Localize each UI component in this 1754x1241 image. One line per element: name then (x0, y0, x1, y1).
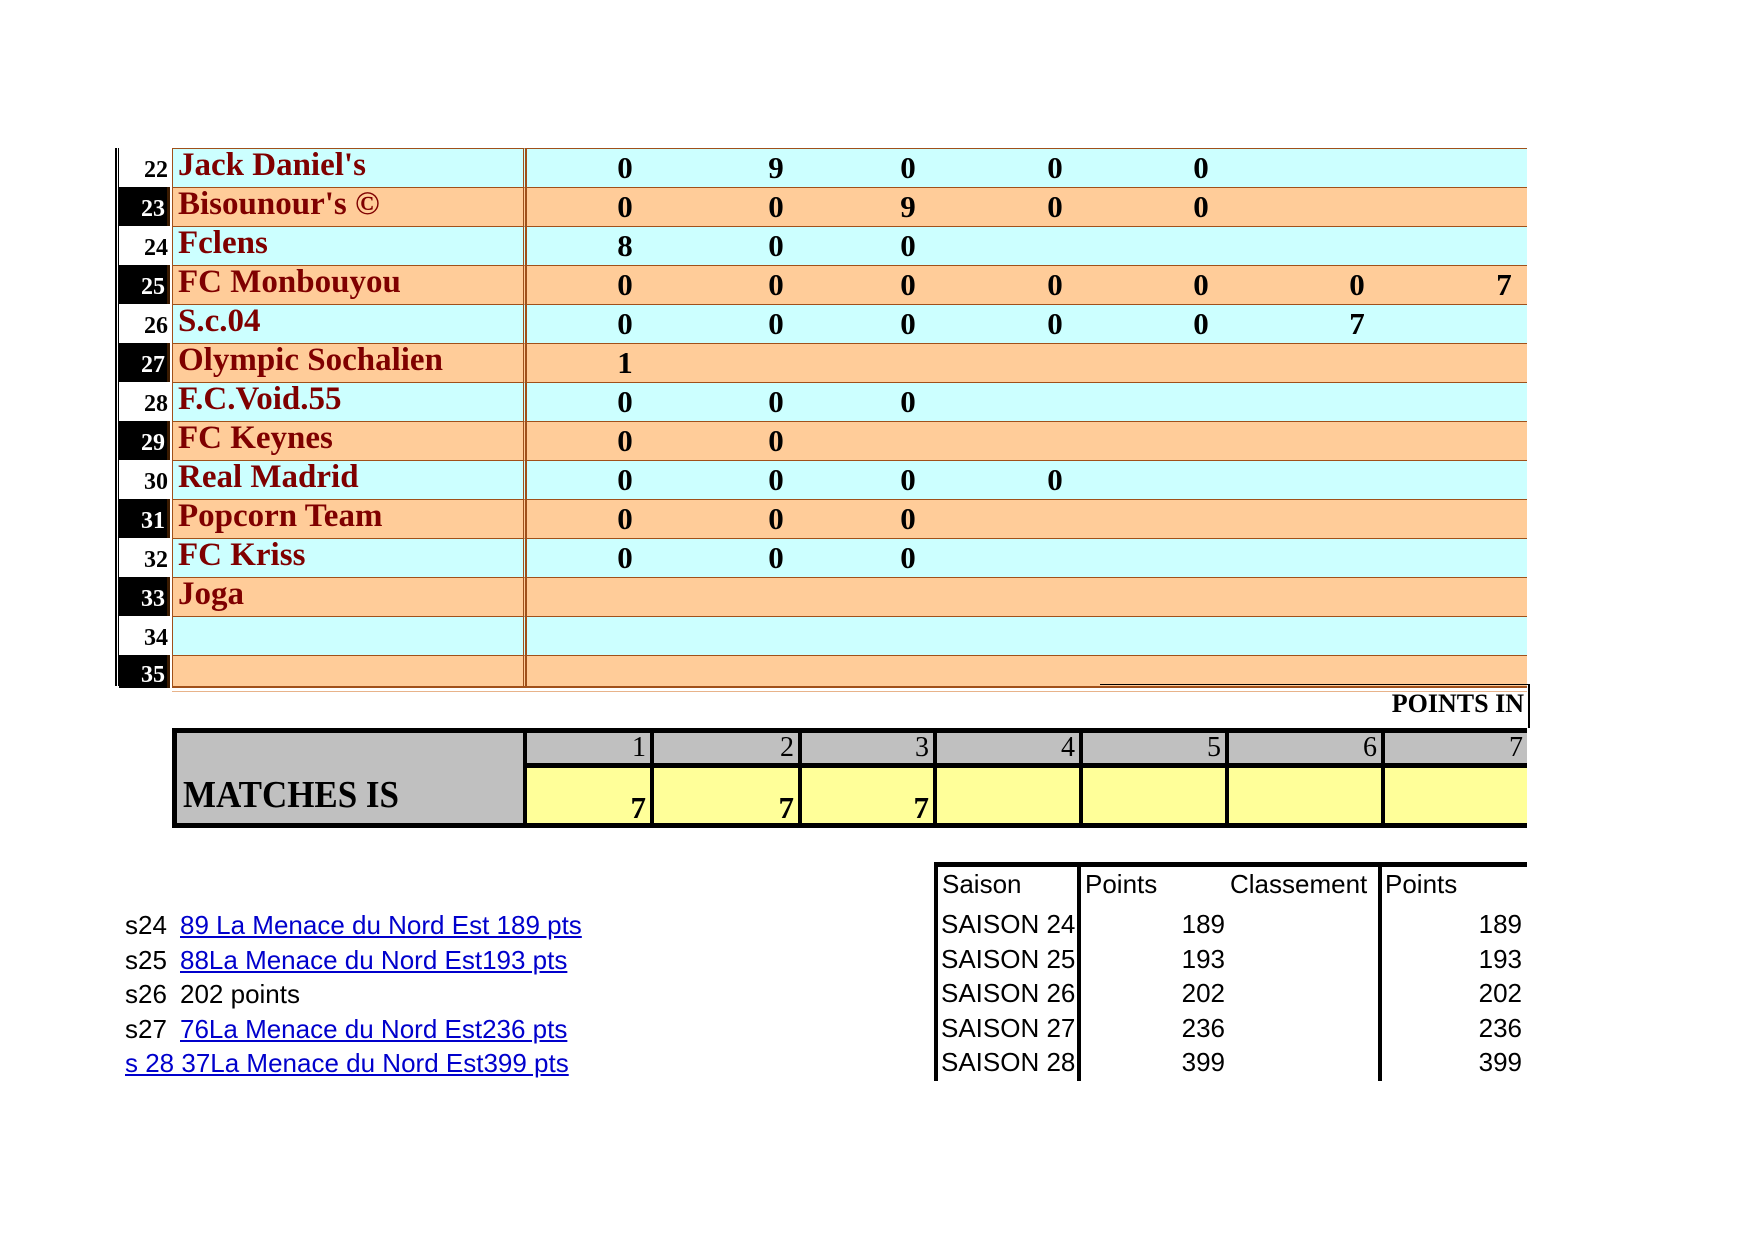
score-cell[interactable]: 0 (768, 228, 784, 263)
rank-cell: 30 (119, 460, 170, 499)
match-column-5 (1079, 733, 1225, 823)
score-cell[interactable]: 0 (900, 501, 916, 536)
score-cell[interactable]: 0 (1193, 306, 1209, 341)
table-row (115, 226, 1527, 265)
season-line-s25 (125, 943, 567, 977)
score-cells (526, 577, 1527, 616)
saison-points-2: 399 (1478, 1047, 1522, 1077)
score-cell[interactable]: 1 (617, 345, 633, 380)
score-cells (526, 382, 1527, 421)
score-cell[interactable]: 0 (900, 267, 916, 302)
match-column-4 (933, 733, 1079, 823)
table-row (934, 1045, 1527, 1079)
table-row (115, 499, 1527, 538)
season-link[interactable]: 89 La Menace du Nord Est 189 pts (180, 910, 582, 940)
rank-cell: 22 (119, 148, 170, 187)
score-cell[interactable]: 0 (900, 228, 916, 263)
score-cell[interactable]: 0 (1047, 189, 1063, 224)
match-number: 1 (527, 733, 650, 768)
score-cell[interactable]: 0 (900, 462, 916, 497)
table-row (115, 616, 1527, 655)
score-cell[interactable]: 0 (617, 150, 633, 185)
saison-name: SAISON 27 (941, 1013, 1076, 1043)
table-row (115, 187, 1527, 226)
points-in-header (1100, 684, 1530, 728)
rank-cell: 33 (119, 577, 170, 616)
match-column-1 (523, 733, 650, 823)
season-line-s26 (125, 977, 300, 1011)
match-column-7 (1381, 733, 1527, 823)
rank-cell: 31 (119, 499, 170, 538)
table-row (115, 421, 1527, 460)
score-cell[interactable]: 0 (768, 462, 784, 497)
score-cell[interactable]: 0 (617, 540, 633, 575)
rank-cell: 25 (119, 265, 170, 304)
saison-name: SAISON 24 (941, 909, 1076, 939)
saison-name: SAISON 28 (941, 1047, 1076, 1077)
matches-grid (172, 728, 1527, 828)
header-saison: Saison (942, 869, 1022, 899)
team-name-cell[interactable]: Bisounour's © (172, 187, 526, 226)
table-row (115, 148, 1527, 187)
saison-points: 202 (1181, 978, 1225, 1008)
score-cell[interactable]: 0 (617, 189, 633, 224)
match-number: 3 (802, 733, 933, 768)
score-cell[interactable]: 0 (900, 150, 916, 185)
team-name-cell[interactable]: Fclens (172, 226, 526, 265)
saison-points-2: 189 (1478, 909, 1522, 939)
season-line-s27 (125, 1012, 567, 1046)
score-cell[interactable]: 0 (1193, 267, 1209, 302)
score-cell[interactable]: 0 (768, 540, 784, 575)
score-cell[interactable]: 7 (1496, 267, 1512, 302)
match-value[interactable] (1229, 768, 1381, 823)
saison-name: SAISON 25 (941, 944, 1076, 974)
match-value[interactable]: 7 (654, 768, 798, 823)
match-value[interactable] (1385, 768, 1527, 823)
season-code: s24 (125, 910, 167, 940)
team-name-cell[interactable]: Joga (172, 577, 526, 616)
team-name-cell[interactable]: FC Keynes (172, 421, 526, 460)
saison-name: SAISON 26 (941, 978, 1076, 1008)
score-cell[interactable]: 0 (617, 423, 633, 458)
score-cells (526, 616, 1527, 655)
table-row (115, 577, 1527, 616)
score-cell[interactable]: 0 (1047, 462, 1063, 497)
score-cell[interactable]: 0 (900, 306, 916, 341)
match-value[interactable] (1083, 768, 1225, 823)
table-row (115, 460, 1527, 499)
team-name-cell[interactable]: Popcorn Team (172, 499, 526, 538)
rank-cell: 28 (119, 382, 170, 421)
match-number: 2 (654, 733, 798, 768)
score-cells (526, 304, 1527, 343)
score-cell[interactable]: 0 (1047, 267, 1063, 302)
rank-cell: 35 (119, 655, 170, 688)
score-cell[interactable]: 0 (1047, 306, 1063, 341)
match-value[interactable]: 7 (802, 768, 933, 823)
rank-cell: 29 (119, 421, 170, 460)
season-code: s26 (125, 979, 167, 1009)
saison-points: 193 (1181, 944, 1225, 974)
score-cell[interactable]: 0 (900, 384, 916, 419)
score-cell[interactable]: 9 (900, 189, 916, 224)
rank-cell: 26 (119, 304, 170, 343)
matches-label: MATCHES IS (183, 774, 399, 816)
season-line-s28 (125, 1046, 569, 1080)
team-name-cell[interactable]: Real Madrid (172, 460, 526, 499)
points-in-label: POINTS IN (1391, 689, 1524, 718)
header-classement: Classement (1230, 869, 1368, 899)
saison-points: 236 (1181, 1013, 1225, 1043)
team-name-cell[interactable]: FC Monbouyou (172, 265, 526, 304)
score-cells (526, 226, 1527, 265)
score-cells (526, 421, 1527, 460)
score-cell[interactable]: 9 (768, 150, 784, 185)
match-number: 7 (1385, 733, 1527, 768)
team-name-cell[interactable]: F.C.Void.55 (172, 382, 526, 421)
rank-cell: 32 (119, 538, 170, 577)
season-link[interactable]: s 28 37La Menace du Nord Est399 pts (125, 1048, 569, 1078)
saison-points-2: 202 (1478, 978, 1522, 1008)
score-cell[interactable]: 7 (1349, 306, 1365, 341)
table-row (934, 976, 1527, 1010)
score-cell[interactable]: 0 (768, 501, 784, 536)
season-line-s24 (125, 908, 582, 942)
score-cell[interactable]: 0 (768, 423, 784, 458)
score-cell[interactable]: 0 (1349, 267, 1365, 302)
score-cell[interactable]: 0 (617, 384, 633, 419)
team-name-cell[interactable]: S.c.04 (172, 304, 526, 343)
table-row (934, 942, 1527, 976)
team-name-cell[interactable]: Olympic Sochalien (172, 343, 526, 382)
match-column-6 (1225, 733, 1381, 823)
table-row (934, 1011, 1527, 1045)
saison-table (934, 862, 1527, 1076)
match-column-2 (650, 733, 798, 823)
rank-cell: 34 (119, 616, 170, 655)
header-points: Points (1085, 869, 1158, 899)
score-cell[interactable]: 0 (768, 267, 784, 302)
header-points-2: Points (1385, 869, 1458, 899)
score-cell[interactable]: 0 (768, 384, 784, 419)
score-cells (526, 265, 1527, 304)
season-text: 202 points (180, 979, 300, 1009)
saison-points: 399 (1181, 1047, 1225, 1077)
score-cell[interactable]: 0 (617, 306, 633, 341)
score-cells (526, 460, 1527, 499)
season-code: s27 (125, 1014, 167, 1044)
table-row (115, 343, 1527, 382)
match-number: 5 (1083, 733, 1225, 768)
score-cell[interactable]: 0 (1047, 150, 1063, 185)
score-cell[interactable]: 0 (617, 501, 633, 536)
table-row (115, 382, 1527, 421)
score-cells (526, 343, 1527, 382)
saison-points-2: 236 (1478, 1013, 1522, 1043)
score-cell[interactable]: 8 (617, 228, 633, 263)
score-cells (526, 148, 1527, 187)
score-cells (526, 499, 1527, 538)
table-row (934, 907, 1527, 941)
table-row (115, 265, 1527, 304)
season-link[interactable]: 88La Menace du Nord Est193 pts (180, 945, 568, 975)
rank-cell: 24 (119, 226, 170, 265)
score-cell[interactable]: 0 (1193, 150, 1209, 185)
score-cell[interactable]: 0 (617, 267, 633, 302)
match-value[interactable] (937, 768, 1079, 823)
score-cell[interactable]: 0 (768, 189, 784, 224)
rank-cell: 23 (119, 187, 170, 226)
season-code: s25 (125, 945, 167, 975)
score-cell[interactable]: 0 (900, 540, 916, 575)
season-link[interactable]: 76La Menace du Nord Est236 pts (180, 1014, 568, 1044)
score-cell[interactable]: 0 (617, 462, 633, 497)
team-name-cell[interactable]: FC Kriss (172, 538, 526, 577)
rank-cell: 27 (119, 343, 170, 382)
match-value[interactable]: 7 (527, 768, 650, 823)
score-cells (526, 538, 1527, 577)
table-row (115, 538, 1527, 577)
match-number: 4 (937, 733, 1079, 768)
score-cells (526, 187, 1527, 226)
match-number: 6 (1229, 733, 1381, 768)
table-row (115, 304, 1527, 343)
score-cell[interactable]: 0 (1193, 189, 1209, 224)
team-name-cell[interactable] (172, 655, 526, 688)
team-name-cell[interactable]: Jack Daniel's (172, 148, 526, 187)
saison-points-2: 193 (1478, 944, 1522, 974)
match-column-3 (798, 733, 933, 823)
saison-points: 189 (1181, 909, 1225, 939)
team-name-cell[interactable] (172, 616, 526, 655)
score-cell[interactable]: 0 (768, 306, 784, 341)
